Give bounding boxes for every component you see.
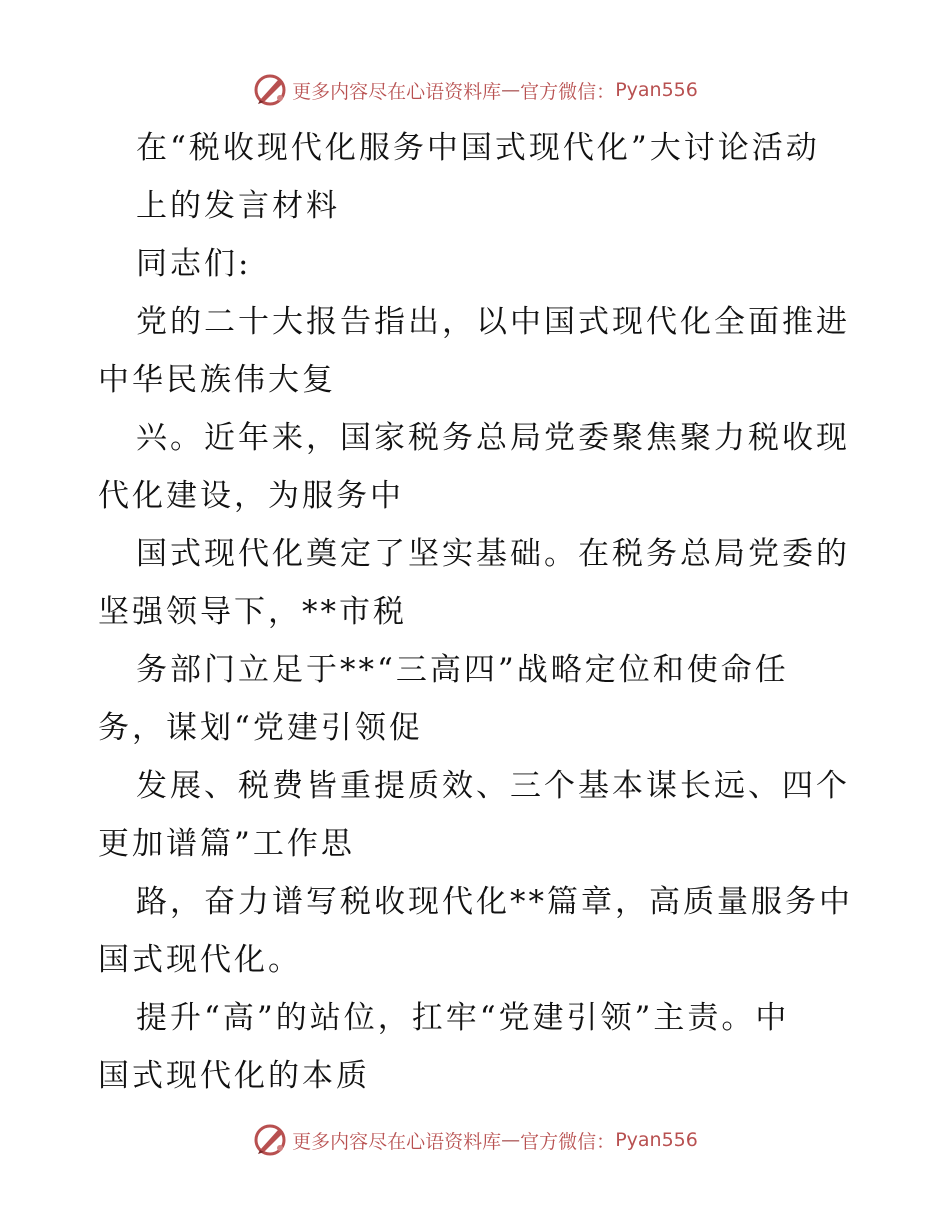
paragraph-line: 代化建设，为服务中 [98,478,404,514]
paragraph-line: 坚强领导下，**市税 [98,594,407,630]
paragraph-line: 更加谱篇”工作思 [98,826,355,862]
header-watermark [0,70,950,110]
title-line-1: 在“税收现代化服务中国式现代化”大讨论活动 [136,130,820,166]
watermark-main-text: 更多内容尽在心语资料库 [292,1130,502,1153]
paragraph-line: 兴。近年来，国家税务总局党委聚焦聚力税收现 [136,420,850,456]
paragraph-line: 务部门立足于**“三高四”战略定位和使命任 [136,652,789,688]
paragraph-line: 国式现代化的本质 [98,1058,370,1094]
watermark-separator: — [501,1129,521,1151]
pen-circle-logo-icon [252,72,288,108]
watermark-separator: — [501,79,521,101]
watermark-main-text: 更多内容尽在心语资料库 [292,80,502,103]
paragraph-line: 务，谋划“党建引领促 [98,710,423,746]
paragraph-line: 提升“高”的站位，扛牢“党建引领”主责。中 [136,1000,790,1036]
watermark-handle: Pyan556 [615,1129,698,1151]
watermark-label: 官方微信： [520,1130,616,1153]
paragraph-line: 路，奋力谱写税收现代化**篇章，高质量服务中 [136,884,853,920]
pen-circle-logo-icon [252,1122,288,1158]
salutation: 同志们: [136,246,252,282]
footer-watermark [0,1120,950,1160]
paragraph-line: 中华民族伟大复 [98,362,336,398]
paragraph-line: 国式现代化奠定了坚实基础。在税务总局党委的 [136,536,850,572]
title-line-2: 上的发言材料 [136,188,340,224]
paragraph-line: 发展、税费皆重提质效、三个基本谋长远、四个 [136,768,850,804]
watermark-handle: Pyan556 [615,79,698,101]
paragraph-line: 国式现代化。 [98,942,302,978]
paragraph-line: 党的二十大报告指出，以中国式现代化全面推进 [136,304,850,340]
watermark-label: 官方微信： [520,80,616,103]
